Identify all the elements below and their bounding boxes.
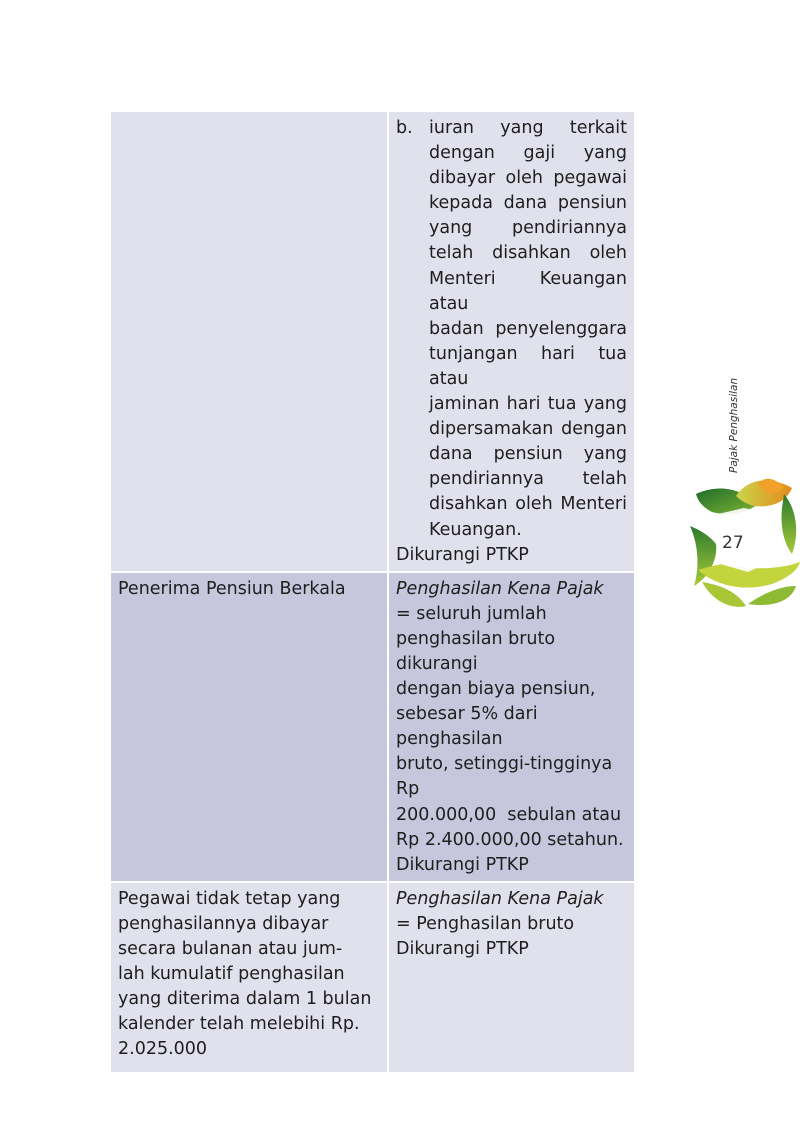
deduction-note: Dikurangi PTKP	[396, 854, 529, 875]
table-row	[110, 111, 635, 572]
text-line: iuran yang terkait	[429, 118, 627, 138]
text-line: lah kumulatif penghasilan	[118, 964, 345, 985]
text-line: yang diterima dalam 1 bulan	[118, 989, 372, 1010]
deduction-note: Dikurangi PTKP	[396, 939, 529, 959]
rule-heading: Penghasilan Kena Pajak	[396, 888, 604, 909]
text-line: penghasilan bruto dikurangi	[396, 628, 556, 674]
text-line: penghasilannya dibayar	[118, 913, 329, 934]
text-line: secara bulanan atau jum-	[118, 939, 343, 959]
text-line: jaminan hari tua yang	[429, 394, 627, 415]
text-line: tunjangan hari tua atau	[429, 343, 627, 389]
text-line: kalender telah melebihi Rp.	[118, 1014, 360, 1035]
cell-rule	[388, 882, 635, 1074]
text-line: 2.025.000	[118, 1039, 208, 1060]
cell-rule	[388, 111, 635, 572]
text-line: dipersamakan dengan	[429, 419, 627, 440]
running-title: Pajak Penghasilan	[728, 377, 740, 473]
list-item	[396, 116, 627, 543]
text-line: Pegawai tidak tetap yang	[118, 888, 341, 909]
text-line: dengan gaji yang	[429, 143, 627, 164]
text-line: telah disahkan oleh	[429, 243, 627, 264]
page-number: 27	[722, 533, 744, 553]
text-line: sebesar 5% dari penghasilan	[396, 704, 538, 750]
text-line: Rp 2.400.000,00 setahun.	[396, 829, 624, 850]
text-line: dibayar oleh pegawai	[429, 168, 627, 189]
text-line: badan penyelenggara	[429, 318, 627, 339]
cell-category	[110, 111, 388, 572]
text-line: = Penghasilan bruto	[396, 913, 575, 934]
cell-category: Penerima Pensiun Berkala	[110, 572, 388, 882]
cell-category	[110, 882, 388, 1074]
text-line: pendiriannya telah	[429, 469, 627, 490]
text-line: dengan biaya pensiun,	[396, 679, 596, 700]
table-row	[110, 882, 635, 1074]
deduction-note: Dikurangi PTKP	[396, 544, 529, 565]
rule-heading: Penghasilan Kena Pajak	[396, 578, 604, 599]
text-line: dana pensiun yang	[429, 444, 627, 465]
table-row	[110, 572, 635, 882]
text-line: disahkan oleh Menteri	[429, 494, 627, 515]
text-line: 200.000,00 sebulan atau	[396, 804, 622, 825]
tax-table	[109, 110, 636, 1074]
cell-rule	[388, 572, 635, 882]
text-line: kepada dana pensiun	[429, 193, 627, 214]
text-line: Keuangan.	[429, 519, 522, 540]
leaf-logo-icon	[688, 474, 800, 619]
list-marker: b.	[396, 118, 413, 138]
text-line: bruto, setinggi-tingginya Rp	[396, 754, 613, 800]
text-line: Menteri Keuangan atau	[429, 268, 627, 314]
list-item-text	[429, 116, 627, 543]
text-line: = seluruh jumlah	[396, 603, 547, 624]
text-line: yang pendiriannya	[429, 218, 627, 239]
